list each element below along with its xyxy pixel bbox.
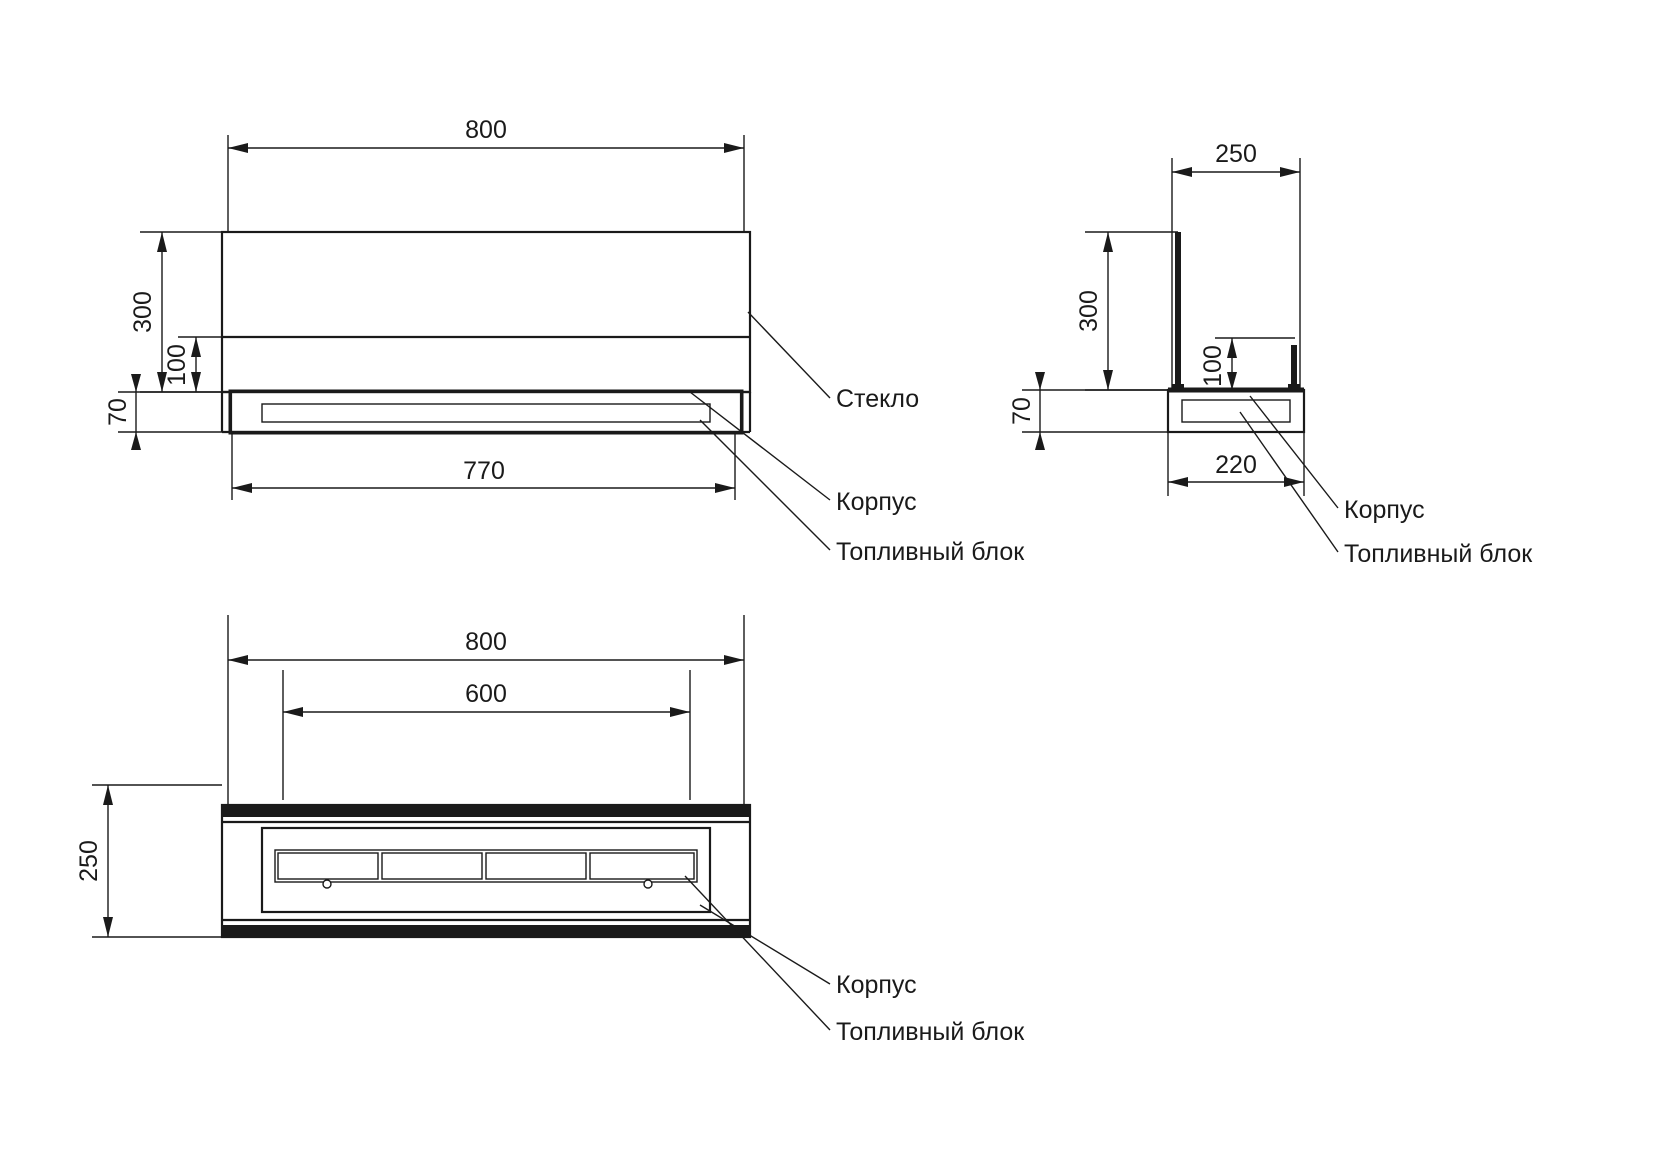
top-callout-body-label: Корпус [836,971,917,999]
side-view [1008,140,1533,568]
side-dim-250 [1172,140,1300,400]
top-dim-600-label: 600 [465,680,507,708]
side-dim-220-label: 220 [1215,451,1257,479]
front-dim-100 [163,337,222,392]
side-dim-300 [1075,232,1178,390]
top-dim-250 [75,785,222,937]
front-dim-100-label: 100 [163,344,191,386]
front-callout-body-label: Корпус [836,488,917,516]
front-view [104,116,1025,566]
side-callout-fuel [1240,412,1533,568]
top-callout-fuel-label: Топливный блок [836,1018,1025,1046]
top-dim-800-label: 800 [465,628,507,656]
side-callout-fuel-label: Топливный блок [1344,540,1533,568]
side-dim-100 [1199,338,1295,390]
front-dim-70-label: 70 [104,398,132,426]
front-dim-800 [228,116,744,232]
front-callout-glass [748,312,919,413]
front-callout-fuel-label: Топливный блок [836,538,1025,566]
front-dim-770-label: 770 [463,457,505,485]
side-dim-220 [1168,432,1304,496]
side-dim-300-label: 300 [1075,290,1103,332]
front-dim-770 [232,432,735,500]
side-dim-100-label: 100 [1199,345,1227,387]
top-view [75,615,1025,1046]
front-callout-glass-label: Стекло [836,385,920,413]
side-dim-250-label: 250 [1215,140,1257,168]
top-dim-600 [283,670,690,800]
side-dim-70 [1008,372,1168,450]
side-dim-70-label: 70 [1008,397,1036,425]
side-callout-body-label: Корпус [1344,496,1425,524]
top-dim-250-label: 250 [75,840,103,882]
front-dim-800-label: 800 [465,116,507,144]
top-dim-800 [228,615,744,805]
front-dim-300-label: 300 [129,291,157,333]
